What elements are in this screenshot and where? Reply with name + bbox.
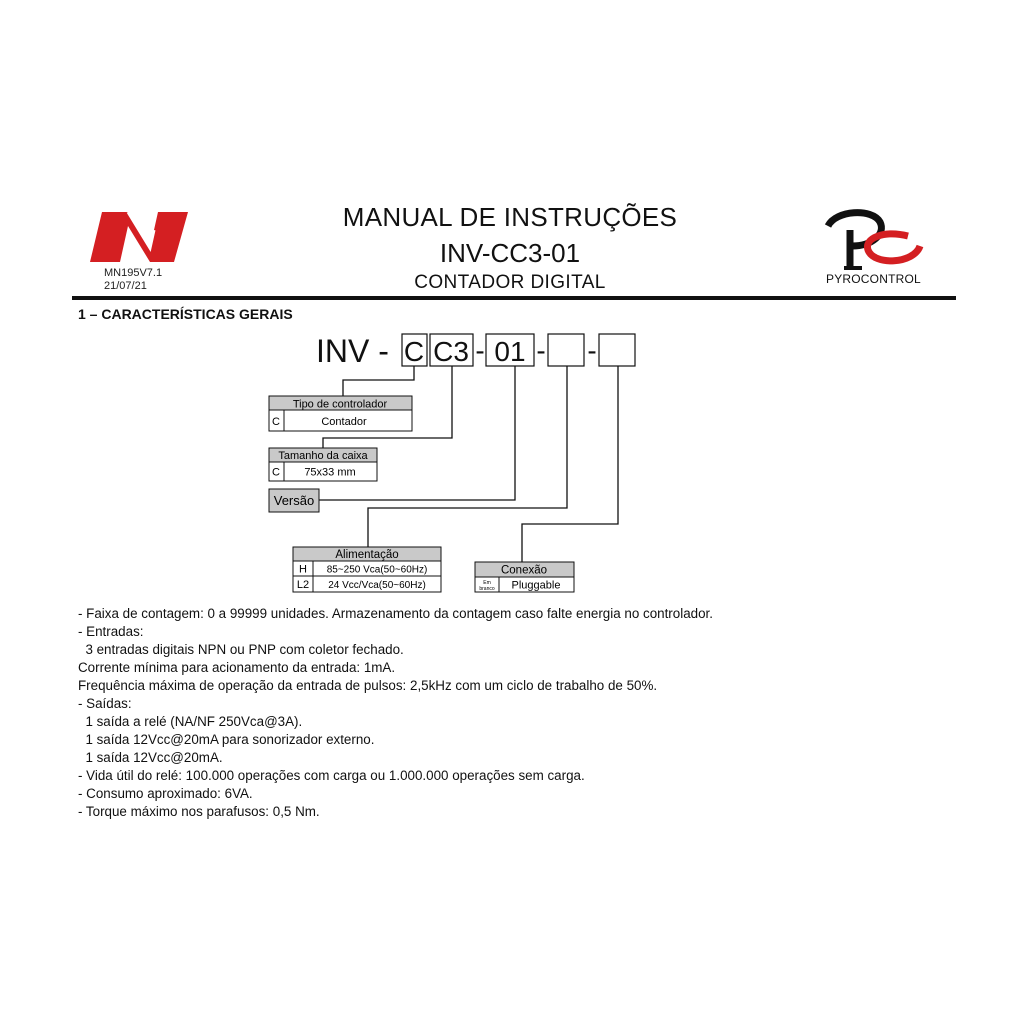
- code-dash-3: -: [587, 335, 597, 366]
- feature-line: - Consumo aproximado: 6VA.: [78, 786, 253, 801]
- power-row-key: H: [299, 563, 307, 576]
- power-row-key: L2: [296, 579, 310, 591]
- feature-line: - Torque máximo nos parafusos: 0,5 Nm.: [78, 804, 320, 819]
- feature-line: 1 saída 12Vcc@20mA para sonorizador externo.: [78, 732, 375, 747]
- size-table-value: 75x33 mm: [304, 466, 356, 479]
- feature-line: - Vida útil do relé: 100.000 operações com carga ou 1.000.000 operações sem carga.: [78, 768, 585, 783]
- code-dash-1: -: [475, 335, 485, 366]
- type-table-key: C: [272, 416, 280, 428]
- code-box-type-text: C: [403, 336, 425, 367]
- model-title: INV-CC3-01: [439, 238, 581, 268]
- code-box-power: [548, 334, 584, 366]
- connection-key-line2: branco: [479, 586, 495, 592]
- power-table: [293, 547, 441, 592]
- power-table-header: Alimentação: [335, 549, 399, 561]
- power-row-value: 85~250 Vca(50~60Hz): [326, 564, 428, 576]
- power-row-value: 24 Vcc/Vca(50~60Hz): [328, 580, 426, 591]
- document-revision: MN195V7.1: [104, 267, 163, 279]
- size-table: [269, 448, 377, 481]
- size-table-header: Tamanho da caixa: [278, 450, 368, 462]
- feature-line: - Faixa de contagem: 0 a 99999 unidades. Armazenamento da contagem caso falte energia no controlador.: [78, 606, 713, 621]
- document-date: 21/07/21: [104, 280, 147, 292]
- connection-value: Pluggable: [511, 579, 561, 592]
- version-label-box: [269, 489, 319, 512]
- type-table: [269, 396, 412, 431]
- code-box-size-text: C3: [433, 336, 469, 367]
- feature-line: - Saídas:: [78, 696, 132, 711]
- product-subtitle: CONTADOR DIGITAL: [414, 272, 606, 293]
- type-table-value: Contador: [321, 416, 367, 428]
- connection-key-line1: Em: [483, 580, 491, 586]
- feature-line: Frequência máxima de operação da entrada de pulsos: 2,5kHz com um ciclo de trabalho de 50%.: [78, 678, 658, 693]
- features-list: [78, 605, 713, 821]
- code-box-connection: [599, 334, 635, 366]
- section-title: 1 – CARACTERÍSTICAS GERAIS: [78, 306, 293, 322]
- feature-line: Corrente mínima para acionamento da entrada: 1mA.: [78, 660, 396, 675]
- manual-title: MANUAL DE INSTRUÇÕES: [342, 202, 678, 232]
- code-box-version-text: 01: [494, 336, 526, 367]
- feature-line: 1 saída 12Vcc@20mA.: [78, 750, 223, 765]
- code-dash-2: -: [536, 335, 546, 366]
- size-table-key: C: [272, 466, 280, 479]
- feature-line: - Entradas:: [78, 624, 144, 639]
- connector-type: [343, 366, 414, 396]
- connector-connection: [522, 366, 618, 562]
- version-label: Versão: [273, 493, 315, 508]
- connection-table-header: Conexão: [500, 564, 548, 577]
- brand-name: PYROCONTROL: [826, 272, 921, 286]
- feature-line: 3 entradas digitais NPN ou PNP com coletor fechado.: [78, 642, 404, 657]
- connection-table: [475, 562, 574, 592]
- code-prefix: INV -: [316, 333, 389, 369]
- type-table-header: Tipo de controlador: [292, 398, 388, 411]
- feature-line: 1 saída a relé (NA/NF 250Vca@3A).: [78, 714, 303, 729]
- connector-power: [368, 366, 567, 547]
